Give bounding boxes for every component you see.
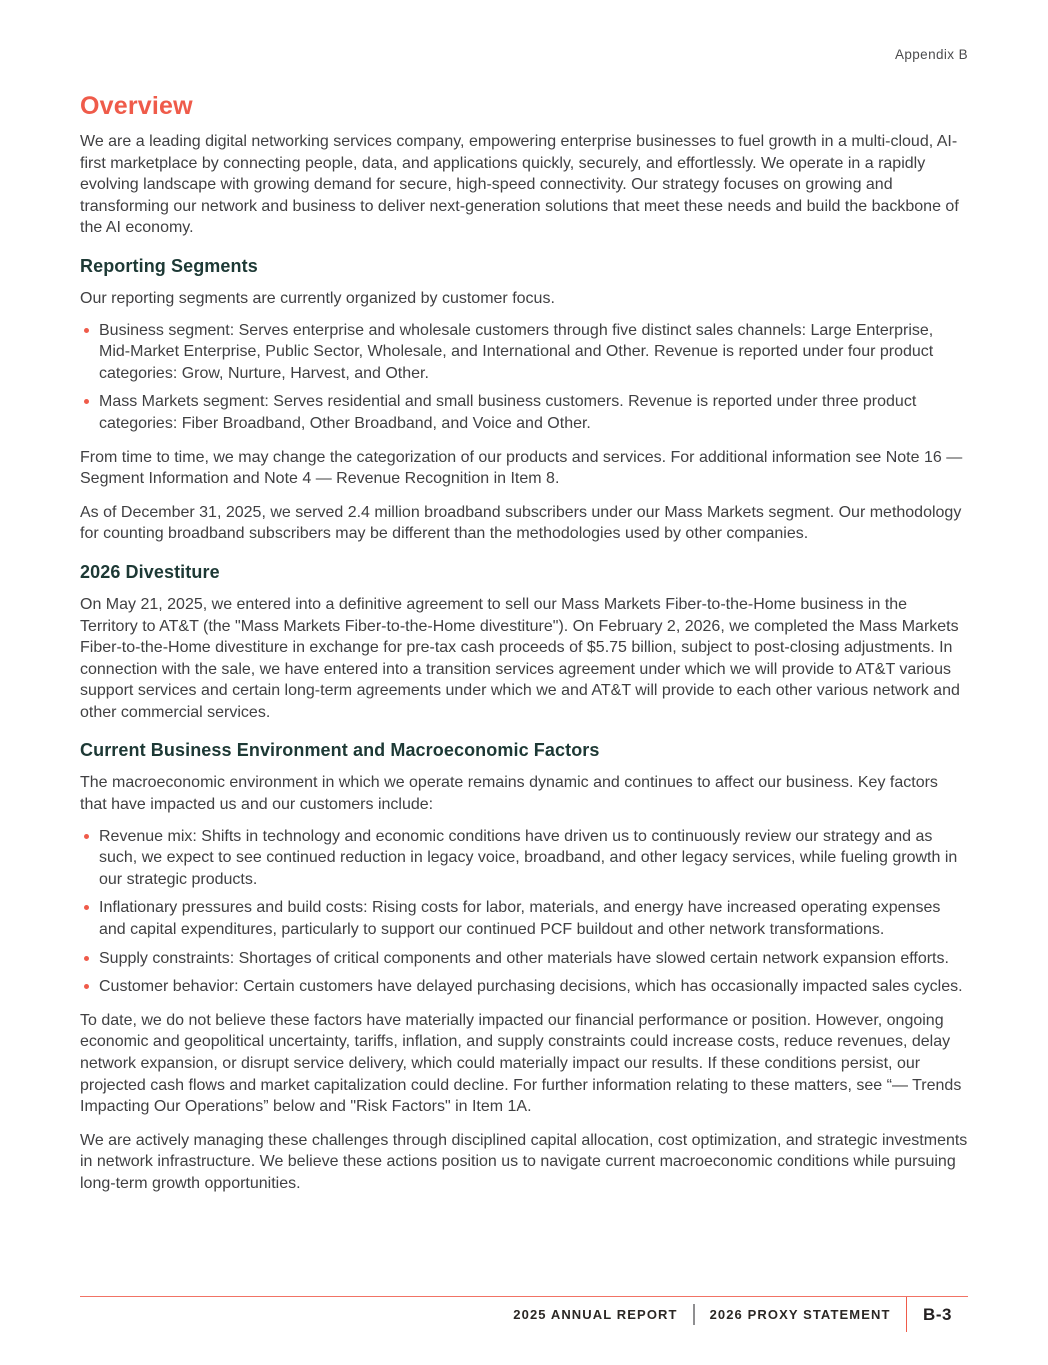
bullet-list	[80, 320, 968, 435]
paragraph: From time to time, we may change the categorization of our products and services. For additional information see Note 16 — Segment Information and Note 4 — Revenue Recognition in Item 8.	[80, 448, 963, 488]
list-item-text: Revenue mix: Shifts in technology and economic conditions have driven us to continuously review our strategy and as such, we expect to see continued reduction in legacy voice, broadband, and other legacy services, while fueling growth in our strategic products.	[99, 827, 958, 888]
document-body	[80, 0, 968, 1207]
list-item-text: Business segment: Serves enterprise and wholesale customers through five distinct sales channels: Large Enterprise, Mid-Market Enterprise, Public Sector, Wholesale, and International and Other. Revenue is reported under four product categories: Grow, Nurture, Harvest, and Other.	[99, 321, 934, 382]
appendix-label: Appendix B	[894, 47, 968, 62]
page-title: Overview	[80, 92, 193, 120]
list-item	[80, 976, 968, 998]
list-item-text: Customer behavior: Certain customers have delayed purchasing decisions, which has occasionally impacted sales cycles.	[99, 978, 963, 996]
bullet-icon	[84, 834, 89, 839]
list-item	[80, 897, 968, 940]
list-item	[80, 948, 968, 970]
list-item-text: Mass Markets segment: Serves residential and small business customers. Revenue is reported under three product categories: Fiber Broadband, Other Broadband, and Voice and Other.	[99, 393, 917, 432]
list-item	[80, 826, 968, 891]
paragraph: The macroeconomic environment in which we operate remains dynamic and continues to affect our business. Key factors that have impacted us and our customers include:	[80, 774, 938, 814]
paragraph: On May 21, 2025, we entered into a definitive agreement to sell our Mass Markets Fiber-to-the-Home business in the Territory to AT&T (the "Mass Markets Fiber-to-the-Home divestiture"). On February 2, 2026, we completed the Mass Markets Fiber-to-the-Home divestiture in exchange for pre-tax cash proceeds of $5.75 billion, subject to post-closing adjustments. In connection with the sale, we have entered into a transition services agreement under which we will provide to AT&T various support services and certain long-term agreements under which we and AT&T will provide to each other various network and other commercial services.	[80, 595, 960, 721]
bullet-icon	[84, 905, 89, 910]
bullet-icon	[84, 399, 89, 404]
list-item-text: Supply constraints: Shortages of critical components and other materials have slowed certain network expansion efforts.	[99, 949, 949, 967]
paragraph: As of December 31, 2025, we served 2.4 million broadband subscribers under our Mass Markets segment. Our methodology for counting broadband subscribers may be different than the methodologies used by other companies.	[80, 503, 962, 543]
list-item	[80, 391, 968, 434]
paragraph: We are actively managing these challenges through disciplined capital allocation, cost optimization, and strategic investments in network infrastructure. We believe these actions position us to navigate current macroeconomic conditions while pursuing long-term growth opportunities.	[80, 1131, 968, 1192]
footer-row	[80, 1297, 968, 1332]
bullet-icon	[84, 956, 89, 961]
footer-proxy-statement-label: 2026 PROXY STATEMENT	[709, 1307, 891, 1322]
paragraph: Our reporting segments are currently organized by customer focus.	[80, 289, 555, 307]
section-heading: 2026 Divestiture	[80, 561, 220, 582]
section-heading: Current Business Environment and Macroeconomic Factors	[80, 740, 600, 761]
paragraph: To date, we do not believe these factors have materially impacted our financial performance or position. However, ongoing economic and geopolitical uncertainty, tariffs, inflation, and supply constraints could increase costs, reduce revenues, delay network expansion, or disrupt service delivery, which could materially impact our results. If these conditions persist, our projected cash flows and market capitalization could decline. For further information relating to these matters, see “— Trends Impacting Our Operations” below and "Risk Factors" in Item 1A.	[80, 1011, 962, 1116]
bullet-icon	[84, 328, 89, 333]
list-item-text: Inflationary pressures and build costs: Rising costs for labor, materials, and energy have increased operating expenses and capital expenditures, particularly to support our continued PCF buildout and other network transformations.	[99, 899, 941, 939]
footer	[80, 1296, 968, 1332]
list-item	[80, 320, 968, 385]
paragraph: We are a leading digital networking services company, empowering enterprise businesses to fuel growth in a multi-cloud, AI-first marketplace by connecting people, data, and applications quickly, securely, and effortlessly. We operate in a rapidly evolving landscape with growing demand for secure, high-speed connectivity. Our strategy focuses on growing and transforming our network and business to deliver next-generation solutions that meet these needs and build the backbone of the AI economy.	[80, 133, 959, 237]
footer-annual-report-label: 2025 ANNUAL REPORT	[513, 1307, 678, 1322]
footer-rule	[80, 1296, 968, 1297]
bullet-list	[80, 826, 968, 998]
section-heading: Reporting Segments	[80, 255, 258, 276]
footer-page-number: B-3	[923, 1304, 952, 1324]
footer-gray-divider	[693, 1304, 695, 1325]
bullet-icon	[84, 984, 89, 989]
